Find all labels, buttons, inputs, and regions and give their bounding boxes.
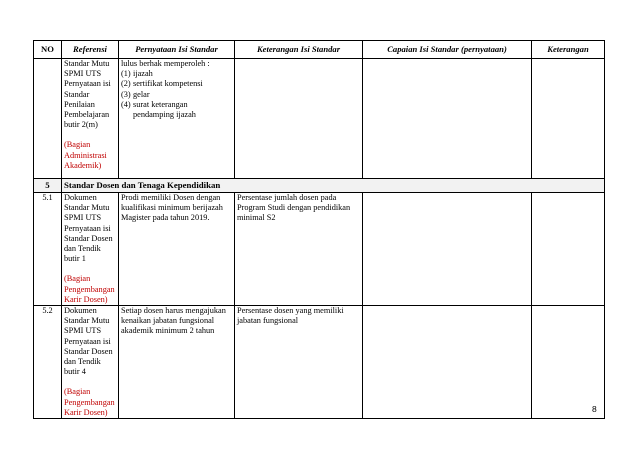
referensi-note: (Bagian: [64, 387, 91, 397]
keterangan-line: minimal S2: [237, 213, 276, 223]
cell-pernyataan: [119, 306, 235, 419]
referensi-line: Pernyataan isi: [64, 79, 111, 89]
referensi-note: Karir Dosen): [64, 294, 108, 304]
cell-capaian: [363, 306, 532, 419]
pernyataan-line: Magister pada tahun 2019.: [121, 213, 210, 223]
referensi-line: Pembelajaran: [64, 110, 110, 120]
referensi-line: SPMI UTS: [64, 326, 102, 336]
cell-keterangan-isi: [235, 193, 363, 306]
pernyataan-intro: lulus berhak memperoleh :: [121, 59, 210, 68]
referensi-line: butir 4: [64, 367, 86, 377]
referensi-note: Karir Dosen): [64, 407, 108, 417]
referensi-line: Penilaian: [64, 99, 95, 109]
header-no: NO: [34, 41, 62, 59]
referensi-note: Akademik): [64, 160, 102, 170]
page-number: 8: [592, 404, 597, 414]
cell-no: [34, 59, 62, 179]
pernyataan-line: akademik minimum 2 tahun: [121, 326, 215, 336]
cell-no: 5.2: [34, 306, 62, 419]
keterangan-line: jabatan fungsional: [237, 316, 299, 326]
referensi-line: butir 2(m): [64, 120, 98, 130]
cell-keterangan: [532, 193, 605, 306]
cell-keterangan-isi: [235, 59, 363, 179]
header-keterangan: Keterangan: [532, 41, 605, 59]
referensi-line: dan Tendik: [64, 357, 101, 367]
pernyataan-line: kenaikan jabatan fungsional: [121, 316, 215, 326]
header-referensi: Referensi: [62, 41, 119, 59]
referensi-line: SPMI UTS: [64, 213, 102, 223]
standards-table: [33, 40, 605, 419]
referensi-line: butir 1: [64, 254, 86, 264]
cell-referensi: [62, 193, 119, 306]
section-row: [34, 179, 605, 193]
list-item: (3) gelar: [121, 89, 150, 99]
pernyataan-line: Prodi memiliki Dosen dengan: [121, 193, 221, 202]
referensi-line: Pernyataan isi: [64, 223, 111, 233]
referensi-line: Standar: [64, 89, 90, 99]
cell-no: 5.1: [34, 193, 62, 306]
cell-capaian: [363, 59, 532, 179]
referensi-note: Pengembangan: [64, 397, 115, 407]
referensi-line: Standar Dosen: [64, 346, 113, 356]
referensi-line: Standar Mutu: [64, 59, 110, 68]
referensi-line: Dokumen: [64, 193, 97, 202]
cell-keterangan: [532, 306, 605, 419]
referensi-line: Pernyataan isi: [64, 336, 111, 346]
section-number: 5: [34, 179, 62, 193]
header-keterangan-isi: Keterangan Isi Standar: [235, 41, 363, 59]
referensi-line: Standar Mutu: [64, 203, 110, 213]
cell-referensi: [62, 306, 119, 419]
referensi-line: Standar Dosen: [64, 233, 113, 243]
pernyataan-line: Setiap dosen harus mengajukan: [121, 306, 226, 316]
table-row: [34, 59, 605, 179]
cell-keterangan: [532, 59, 605, 179]
referensi-line: Dokumen: [64, 306, 97, 316]
cell-keterangan-isi: [235, 306, 363, 419]
referensi-line: SPMI UTS: [64, 69, 102, 79]
pernyataan-line: kualifikasi minimum berijazah: [121, 203, 223, 213]
cell-capaian: [363, 193, 532, 306]
section-title: Standar Dosen dan Tenaga Kependidikan: [62, 179, 605, 193]
list-item: (1) ijazah: [121, 69, 153, 79]
table-header-row: [34, 41, 605, 59]
header-pernyataan: Pernyataan Isi Standar: [119, 41, 235, 59]
cell-referensi: [62, 59, 119, 179]
cell-pernyataan: [119, 59, 235, 179]
referensi-line: Standar Mutu: [64, 316, 110, 326]
keterangan-line: Program Studi dengan pendidikan: [237, 203, 351, 213]
header-capaian: Capaian Isi Standar (pernyataan): [363, 41, 532, 59]
table-row: [34, 193, 605, 306]
keterangan-line: Persentase dosen yang memiliki: [237, 306, 344, 316]
referensi-note: (Bagian: [64, 274, 91, 284]
referensi-note: (Bagian: [64, 140, 91, 150]
list-item: (4) surat keterangan: [121, 99, 188, 109]
referensi-line: dan Tendik: [64, 244, 101, 254]
list-item: pendamping ijazah: [133, 110, 196, 120]
cell-pernyataan: [119, 193, 235, 306]
referensi-note: Administrasi: [64, 150, 107, 160]
table-row: [34, 306, 605, 419]
keterangan-line: Persentase jumlah dosen pada: [237, 193, 337, 202]
list-item: (2) sertifikat kompetensi: [121, 79, 203, 89]
referensi-note: Pengembangan: [64, 284, 115, 294]
pernyataan-list: [121, 69, 232, 120]
